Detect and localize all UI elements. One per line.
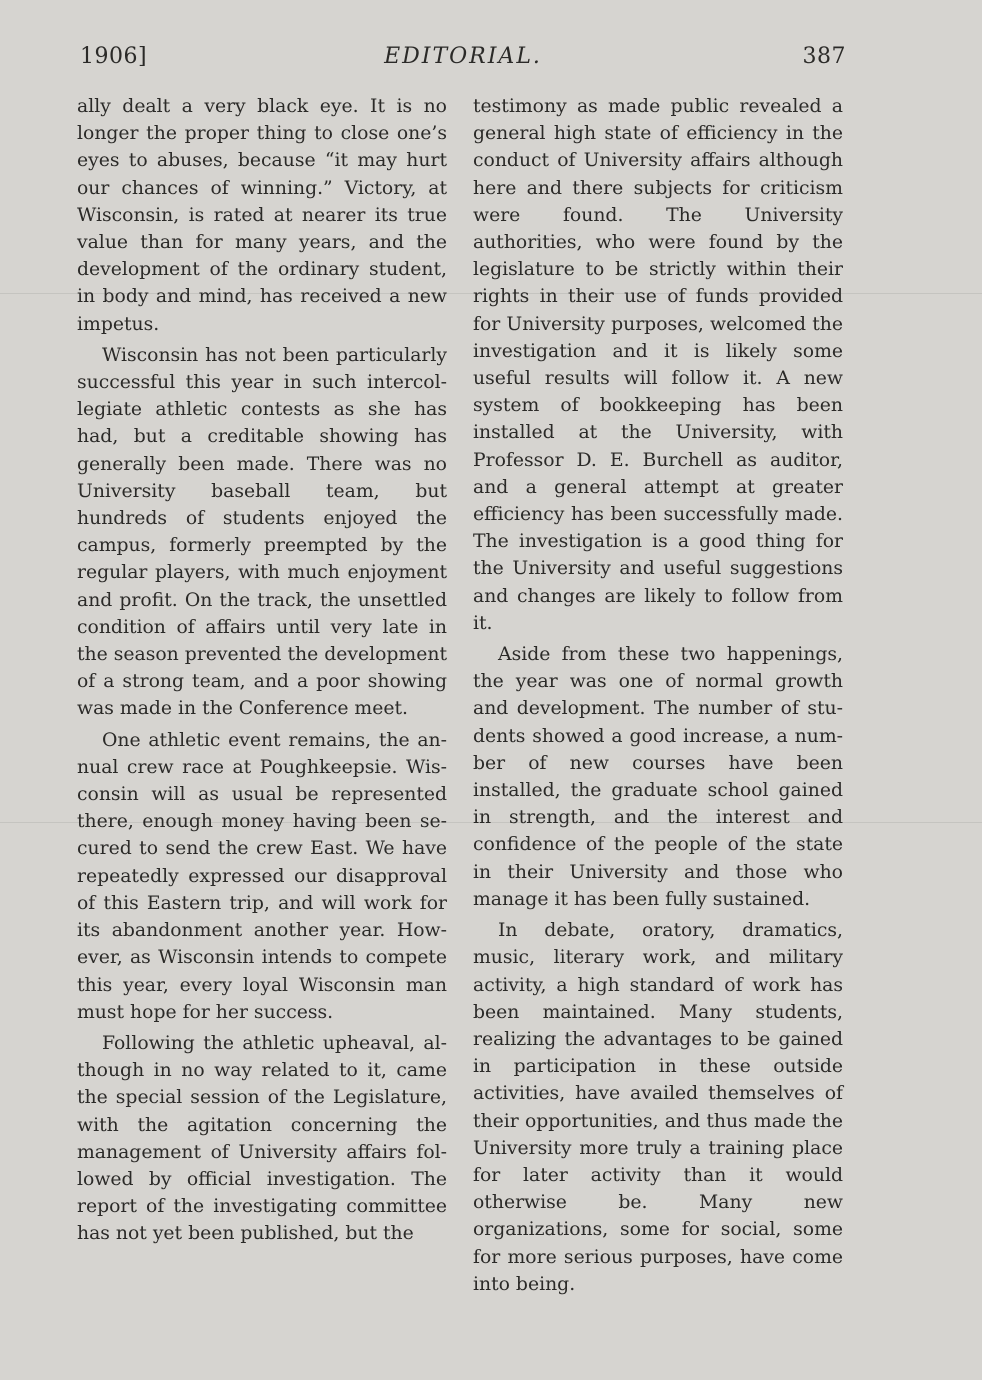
paragraph: Wisconsin has not been particularly successful this year in such intercollegiate athletic contests as she has had, but a creditable showing has generally been made. There was no University baseball team, but hundreds of students enjoyed the campus, formerly preempted by the regular players, with much enjoyment and profit. On the track, the unsettled condition of affairs until very late in the season prevented the development of a strong team, and a poor showing was made in the Conference meet.: [77, 344, 447, 720]
paragraph: Following the athletic upheaval, although in no way related to it, came the special session of the Legislature, with the agitation concerning the management of University affairs followed by official investigation. The report of the investigating committee has not yet been published, but the: [77, 1032, 447, 1245]
page-number: 387: [802, 44, 846, 69]
left-column: [77, 93, 447, 1252]
running-header: [80, 44, 846, 80]
paragraph: One athletic event remains, the annual crew race at Poughkeepsie. Wisconsin will as usual be represented there, enough money having been secured to send the crew East. We have repeatedly expressed our disapproval of this Eastern trip, and will work for its abandonment another year. However, as Wisconsin intends to compete this year, every loyal Wisconsin man must hope for her success.: [77, 729, 447, 1023]
header-year: 1906]: [80, 44, 148, 69]
paragraph: In debate, oratory, dramatics, music, literary work, and military activity, a high standard of work has been maintained. Many students, realizing the advantages to be gained in participation in these outside activities, have availed themselves of their opportunities, and thus made the University more truly a training place for later activity than it would otherwise be. Many new organizations, some for social, some for more serious purposes, have come into being.: [473, 920, 843, 1295]
paragraph: testimony as made public revealed a general high state of efficiency in the conduct of University affairs although here and there subjects for criticism were found. The University authorities, who were found by the legislature to be strictly within their rights in their use of funds provided for University purposes, welcomed the investigation and it is likely some useful results will follow it. A new system of bookkeeping has been installed at the University, with Professor D. E. Burchell as auditor, and a general attempt at greater efficiency has been successfully made. The investigation is a good thing for the University and useful suggestions and changes are likely to follow from it.: [473, 96, 843, 634]
paragraph: Aside from these two happenings, the year was one of normal growth and development. The number of students showed a good increase, a number of new courses have been installed, the graduate school gained in strength, and the interest and confidence of the people of the state in their University and those who manage it has been fully sustained.: [473, 644, 843, 910]
paragraph: ally dealt a very black eye. It is no longer the proper thing to close one’s eyes to abuses, because “it may hurt our chances of winning.” Victory, at Wisconsin, is rated at nearer its true value than for many years, and the development of the ordinary student, in body and mind, has received a new impetus.: [77, 96, 447, 335]
header-title: EDITORIAL.: [384, 44, 542, 69]
right-column: [473, 93, 843, 1302]
